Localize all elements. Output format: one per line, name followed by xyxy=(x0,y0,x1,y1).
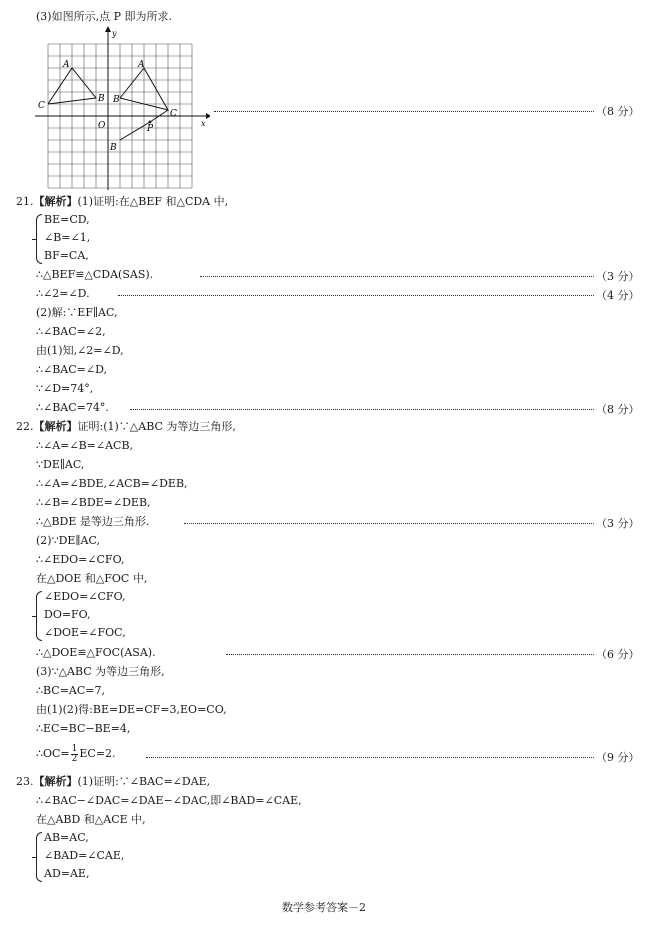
q22-score-1: （3 分） xyxy=(596,517,640,530)
q21-sys-1: BE=CD, xyxy=(44,213,90,226)
q22-score-3: （9 分） xyxy=(596,751,640,764)
q21-intro xyxy=(16,195,228,209)
q22-line-4: ∴∠B=∠BDE=∠DEB, xyxy=(36,496,151,509)
q23-line-2: 在△ABD 和△ACE 中, xyxy=(36,813,146,826)
q22-brace xyxy=(36,591,42,641)
q21-line-3: (2)解:∵EF∥AC, xyxy=(36,306,118,319)
q23-brace xyxy=(36,832,42,882)
leader-dots xyxy=(130,408,594,410)
point-a1-label: A xyxy=(63,60,70,70)
q22-line-2: ∵DE∥AC, xyxy=(36,458,85,471)
q21-line-1: ∴△BEF≌△CDA(SAS). xyxy=(36,268,154,281)
q20-part3-text: (3)如图所示,点 P 即为所求. xyxy=(36,10,172,23)
leader-dots xyxy=(118,294,594,296)
leader-dots xyxy=(226,653,594,655)
q23-tag: 【解析】 xyxy=(33,775,78,788)
q21-sys-2: ∠B=∠1, xyxy=(44,231,91,244)
q22-line-14 xyxy=(36,744,116,764)
point-b-label: B xyxy=(113,95,120,105)
q22-intro xyxy=(16,420,236,434)
point-c1-label: C xyxy=(38,101,45,111)
q23-intro-text: (1)证明:∵∠BAC=∠DAE, xyxy=(77,775,211,788)
q21-tag: 【解析】 xyxy=(33,195,78,208)
q21-line-5: 由(1)知,∠2=∠D, xyxy=(36,344,124,357)
point-a-label: A xyxy=(138,60,145,70)
origin-label: O xyxy=(98,121,106,131)
y-axis-label: y xyxy=(112,29,117,38)
q22-line-6: (2)∵DE∥AC, xyxy=(36,534,100,547)
q22-line-8: 在△DOE 和△FOC 中, xyxy=(36,572,148,585)
q20-score: （8 分） xyxy=(596,105,640,118)
point-c-label: C xyxy=(170,109,177,119)
q22-intro-text: 证明:(1)∵△ABC 为等边三角形, xyxy=(77,420,236,433)
q22-number: 22. xyxy=(16,420,34,433)
q21-number: 21. xyxy=(16,195,34,208)
leader-dots xyxy=(184,522,594,524)
q22-sys-1: ∠EDO=∠CFO, xyxy=(44,590,126,603)
q21-line-4: ∴∠BAC=∠2, xyxy=(36,325,106,338)
leader-dots xyxy=(146,756,594,758)
q22-sys-2: DO=FO, xyxy=(44,608,91,621)
q22-sys-3: ∠DOE=∠FOC, xyxy=(44,626,126,639)
leader-dots xyxy=(214,110,594,112)
q21-score-3: （8 分） xyxy=(596,403,640,416)
q22-tag: 【解析】 xyxy=(33,420,78,433)
q22-line-12: 由(1)(2)得:BE=DE=CF=3,EO=CO, xyxy=(36,703,227,716)
fraction-one-half xyxy=(71,745,79,764)
fraction-denominator: 2 xyxy=(71,753,78,764)
q22-line-11: ∴BC=AC=7, xyxy=(36,684,105,697)
q21-brace xyxy=(36,214,42,264)
q23-sys-3: AD=AE, xyxy=(44,867,90,880)
q21-intro-text: (1)证明:在△BEF 和△CDA 中, xyxy=(77,195,229,208)
q21-score-2: （4 分） xyxy=(596,289,640,302)
fraction-numerator: 1 xyxy=(71,743,78,754)
q22-line-10: (3)∵△ABC 为等边三角形, xyxy=(36,665,165,678)
x-axis-label: x xyxy=(201,119,206,128)
point-b1-label: B xyxy=(98,94,105,104)
q22-line-14-start: ∴OC= xyxy=(36,747,70,760)
q22-line-14-end: EC=2. xyxy=(79,747,116,760)
q23-line-1: ∴∠BAC−∠DAC=∠DAE−∠DAC,即∠BAD=∠CAE, xyxy=(36,794,302,807)
page-footer: 数学参考答案－2 xyxy=(282,901,366,914)
coordinate-grid-figure xyxy=(30,26,210,194)
q22-line-1: ∴∠A=∠B=∠ACB, xyxy=(36,439,134,452)
q22-line-13: ∴EC=BC−BE=4, xyxy=(36,722,131,735)
q22-line-3: ∴∠A=∠BDE,∠ACB=∠DEB, xyxy=(36,477,188,490)
q21-line-6: ∴∠BAC=∠D, xyxy=(36,363,108,376)
q21-line-2: ∴∠2=∠D. xyxy=(36,287,90,300)
q21-line-7: ∵∠D=74°, xyxy=(36,382,94,395)
q21-line-8: ∴∠BAC=74°. xyxy=(36,401,109,414)
q22-score-2: （6 分） xyxy=(596,648,640,661)
point-p-label: P xyxy=(147,124,154,134)
q21-score-1: （3 分） xyxy=(596,270,640,283)
q23-sys-2: ∠BAD=∠CAE, xyxy=(44,849,125,862)
q23-sys-1: AB=AC, xyxy=(44,831,89,844)
q22-line-5: ∴△BDE 是等边三角形. xyxy=(36,515,150,528)
q22-line-9: ∴△DOE≌△FOC(ASA). xyxy=(36,646,156,659)
leader-dots xyxy=(200,275,594,277)
q22-line-7: ∴∠EDO=∠CFO, xyxy=(36,553,125,566)
q23-number: 23. xyxy=(16,775,34,788)
q21-sys-3: BF=CA, xyxy=(44,249,89,262)
q23-intro xyxy=(16,775,210,789)
point-b2-label: B xyxy=(110,143,117,153)
